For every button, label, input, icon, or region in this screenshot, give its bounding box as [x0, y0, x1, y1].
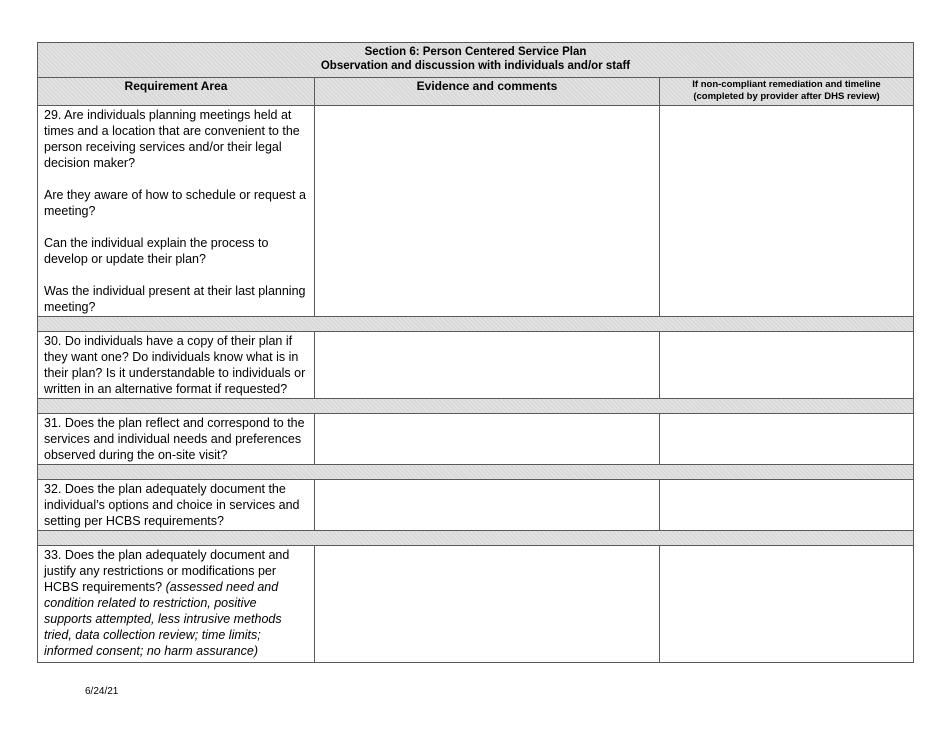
- column-header-remediation: [660, 78, 914, 106]
- section-header: [38, 43, 914, 78]
- spacer-row: [38, 317, 914, 332]
- remediation-cell-32[interactable]: [660, 480, 914, 531]
- remediation-header-line2: (completed by provider after DHS review): [693, 90, 880, 102]
- section-title: Section 6: Person Centered Service Plan: [364, 46, 587, 58]
- evidence-cell-32[interactable]: [315, 480, 660, 531]
- table-row: [38, 332, 914, 399]
- table-row: [38, 546, 914, 663]
- evidence-cell-29[interactable]: [315, 106, 660, 317]
- table-row: [38, 106, 914, 317]
- table-row: [38, 414, 914, 465]
- requirement-33-italic-note: (assessed need and condition related to restriction, positive supports attempted, less intrusive methods tried, data collection review; time limits; informed consent; no harm assurance): [44, 580, 282, 658]
- remediation-cell-31[interactable]: [660, 414, 914, 465]
- spacer-row: [38, 399, 914, 414]
- remediation-header-line1: If non-compliant remediation and timeline: [692, 79, 881, 90]
- requirement-29: [38, 106, 315, 317]
- table-row: [38, 480, 914, 531]
- requirement-29-para-2: Are they aware of how to schedule or request a meeting?: [44, 188, 306, 218]
- requirement-29-para-3: Can the individual explain the process to develop or update their plan?: [44, 236, 269, 266]
- column-header-requirement: Requirement Area: [38, 78, 315, 106]
- evidence-cell-30[interactable]: [315, 332, 660, 399]
- section-header-row: [38, 43, 914, 78]
- requirement-30: 30. Do individuals have a copy of their plan if they want one? Do individuals know what is in their plan? Is it understandable to individuals or written in an alternative format if requested?: [38, 332, 315, 399]
- requirement-29-para-1: 29. Are individuals planning meetings held at times and a location that are convenient to the person receiving services and/or their legal decision maker?: [44, 108, 300, 170]
- section-subtitle: Observation and discussion with individuals and/or staff: [320, 60, 631, 72]
- requirement-32: 32. Does the plan adequately document the individual’s options and choice in services and setting per HCBS requirements?: [38, 480, 315, 531]
- remediation-cell-30[interactable]: [660, 332, 914, 399]
- spacer-row: [38, 465, 914, 480]
- column-header-evidence: Evidence and comments: [315, 78, 660, 106]
- requirement-31: 31. Does the plan reflect and correspond to the services and individual needs and preferences observed during the on-site visit?: [38, 414, 315, 465]
- remediation-cell-33[interactable]: [660, 546, 914, 663]
- footer-date: 6/24/21: [85, 686, 119, 697]
- requirement-33-text: 33. Does the plan adequately document and justify any restrictions or modifications per HCBS requirements?: [44, 548, 290, 594]
- evidence-cell-33[interactable]: [315, 546, 660, 663]
- remediation-cell-29[interactable]: [660, 106, 914, 317]
- requirement-33: [38, 546, 315, 663]
- requirement-29-para-4: Was the individual present at their last planning meeting?: [44, 284, 306, 314]
- evidence-cell-31[interactable]: [315, 414, 660, 465]
- spacer-row: [38, 531, 914, 546]
- column-header-row: [38, 78, 914, 106]
- service-plan-table: [37, 42, 914, 663]
